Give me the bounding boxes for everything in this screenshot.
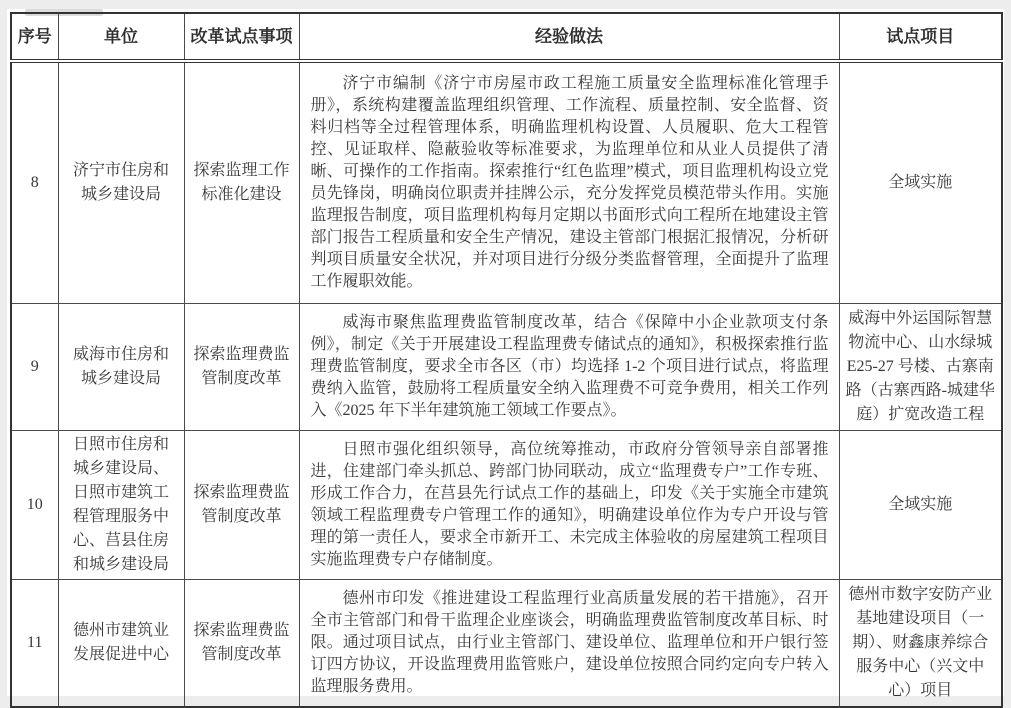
reform-item-cell: 探索监理费监管制度改革	[184, 303, 299, 430]
header-pilot-project: 试点项目	[839, 13, 1002, 61]
pilot-project-cell: 德州市数字安防产业基地建设项目（一期）、财鑫康养综合服务中心（兴文中心）项目	[839, 579, 1002, 707]
table-row	[11, 61, 1002, 303]
experience-cell	[299, 61, 839, 303]
header-experience: 经验做法	[299, 13, 839, 61]
serial-number-cell: 8	[11, 61, 58, 303]
experience-cell	[299, 303, 839, 430]
document-page	[7, 9, 1004, 699]
serial-number-cell: 10	[11, 430, 58, 579]
pilot-project-cell: 全域实施	[839, 61, 1002, 303]
serial-number-cell: 9	[11, 303, 58, 430]
experience-cell	[299, 430, 839, 579]
reform-item-cell: 探索监理工作标准化建设	[184, 61, 299, 303]
reform-item-cell: 探索监理费监管制度改革	[184, 579, 299, 707]
serial-number-cell: 11	[11, 579, 58, 707]
unit-cell: 德州市建筑业发展促进中心	[58, 579, 184, 707]
table-header-row	[11, 13, 1002, 61]
pilot-project-cell: 威海中外运国际智慧物流中心、山水绿城E25-27 号楼、古寨南路（古寨西路-城建华庭）扩宽改造工程	[839, 303, 1002, 430]
table-row	[11, 430, 1002, 579]
pilot-projects-table	[10, 12, 1003, 708]
experience-paragraph: 威海市聚焦监理费监管制度改革，结合《保障中小企业款项支付条例》，制定《关于开展建设工程监理费专储试点的通知》，积极探索推行监理费监管制度，要求全市各区（市）均选择 1-2 个项目进行试点，将监理费纳入监管，鼓励将工程质量安全纳入监理费不可竞争费用，相关工作列入《2025 年下半年建筑施工领域工作要点》。	[310, 313, 829, 419]
experience-paragraph: 济宁市编制《济宁市房屋市政工程施工质量安全监理标准化管理手册》，系统构建覆盖监理组织管理、工作流程、质量控制、安全监督、资料归档等全过程管理体系，明确监理机构设置、人员履职、危大工程管控、见证取样、隐蔽验收等标准要求，为监理单位和从业人员提供了清晰、可操作的工作指南。探索推行“红色监理”模式，项目监理机构设立党员先锋岗，明确岗位职责并挂牌公示，充分发挥党员模范带头作用。实施监理报告制度，项目监理机构每月定期以书面形式向工程所在地建设主管部门报告工程质量和安全生产情况，建设主管部门根据汇报情况，分析研判项目质量安全状况，并对项目进行分级分类监督管理，全面提升了监理工作履职效能。	[310, 74, 829, 290]
unit-cell: 日照市住房和城乡建设局、日照市建筑工程管理服务中心、莒县住房和城乡建设局	[58, 430, 184, 579]
unit-cell: 济宁市住房和城乡建设局	[58, 61, 184, 303]
header-serial-number: 序号	[11, 13, 58, 61]
experience-paragraph: 德州市印发《推进建设工程监理行业高质量发展的若干措施》，召开全市主管部门和骨干监理企业座谈会，明确监理费监管制度改革目标、时限。通过项目试点，由行业主管部门、建设单位、监理单位和开户银行签订四方协议，开设监理费用监管账户，建设单位按照合同约定向专户转入监理服务费用。	[310, 589, 829, 695]
table-row	[11, 579, 1002, 707]
table-row	[11, 303, 1002, 430]
unit-cell: 威海市住房和城乡建设局	[58, 303, 184, 430]
header-reform-pilot-item: 改革试点事项	[184, 13, 299, 61]
reform-item-cell: 探索监理费监管制度改革	[184, 430, 299, 579]
experience-paragraph: 日照市强化组织领导，高位统筹推动，市政府分管领导亲自部署推进，住建部门牵头抓总、跨部门协同联动，成立“监理费专户”工作专班、形成工作合力，在莒县先行试点工作的基础上，印发《关于实施全市建筑领域工程监理费专户管理工作的通知》，明确建设单位作为专户开设与管理的第一责任人，要求全市新开工、未完成主体验收的房屋建筑工程项目实施监理费专户存储制度。	[310, 440, 829, 568]
header-unit: 单位	[58, 13, 184, 61]
experience-cell	[299, 579, 839, 707]
pilot-project-cell: 全域实施	[839, 430, 1002, 579]
